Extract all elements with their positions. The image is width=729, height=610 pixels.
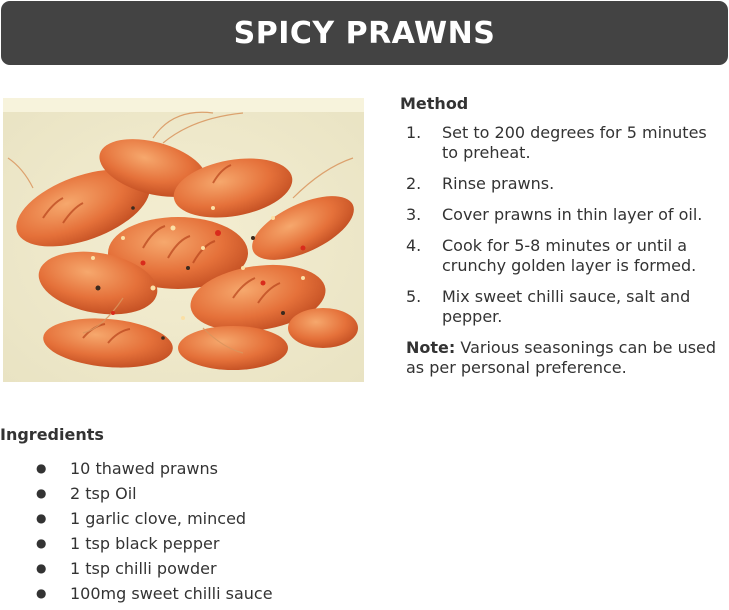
step-number: 5. [406,287,422,306]
step-text: Mix sweet chilli sauce, salt and pepper. [442,287,691,326]
ingredient-text: 1 garlic clove, minced [70,509,247,528]
list-item [0,556,360,581]
ingredient-text: 1 tsp chilli powder [70,559,217,578]
ingredients-heading: Ingredients [0,425,104,444]
step-text: Cook for 5-8 minutes or until a crunchy golden layer is formed. [442,236,697,275]
bullet-icon: ● [36,511,47,525]
ingredients-section [0,425,360,606]
list-item [0,456,360,481]
ingredient-text: 10 thawed prawns [70,459,218,478]
prawns-photo [3,98,364,382]
ingredient-text: 100mg sweet chilli sauce [70,584,273,603]
note [406,338,725,378]
step-number: 2. [406,174,422,193]
method-step [400,174,725,194]
method-step [400,287,725,327]
list-item [0,481,360,506]
method-step [400,123,725,163]
method-heading: Method [400,94,469,113]
note-text: Various seasonings can be used as per personal preference. [406,338,717,377]
method-steps [400,123,725,327]
bullet-icon: ● [36,586,47,600]
bullet-icon: ● [36,536,47,550]
step-text: Rinse prawns. [442,174,555,193]
title-banner [1,1,728,65]
step-text: Set to 200 degrees for 5 minutes to preheat. [442,123,707,162]
step-number: 4. [406,236,422,255]
method-step [400,205,725,225]
ingredient-text: 1 tsp black pepper [70,534,220,553]
step-text: Cover prawns in thin layer of oil. [442,205,703,224]
list-item [0,531,360,556]
list-item [0,506,360,531]
method-section [400,94,725,378]
ingredients-list [0,456,360,606]
list-item [0,581,360,606]
bullet-icon: ● [36,561,47,575]
method-step [400,236,725,276]
bullet-icon: ● [36,486,47,500]
page-title: SPICY PRAWNS [233,15,496,51]
step-number: 1. [406,123,422,142]
step-number: 3. [406,205,422,224]
ingredient-text: 2 tsp Oil [70,484,137,503]
note-label: Note: [406,338,456,357]
bullet-icon: ● [36,461,47,475]
